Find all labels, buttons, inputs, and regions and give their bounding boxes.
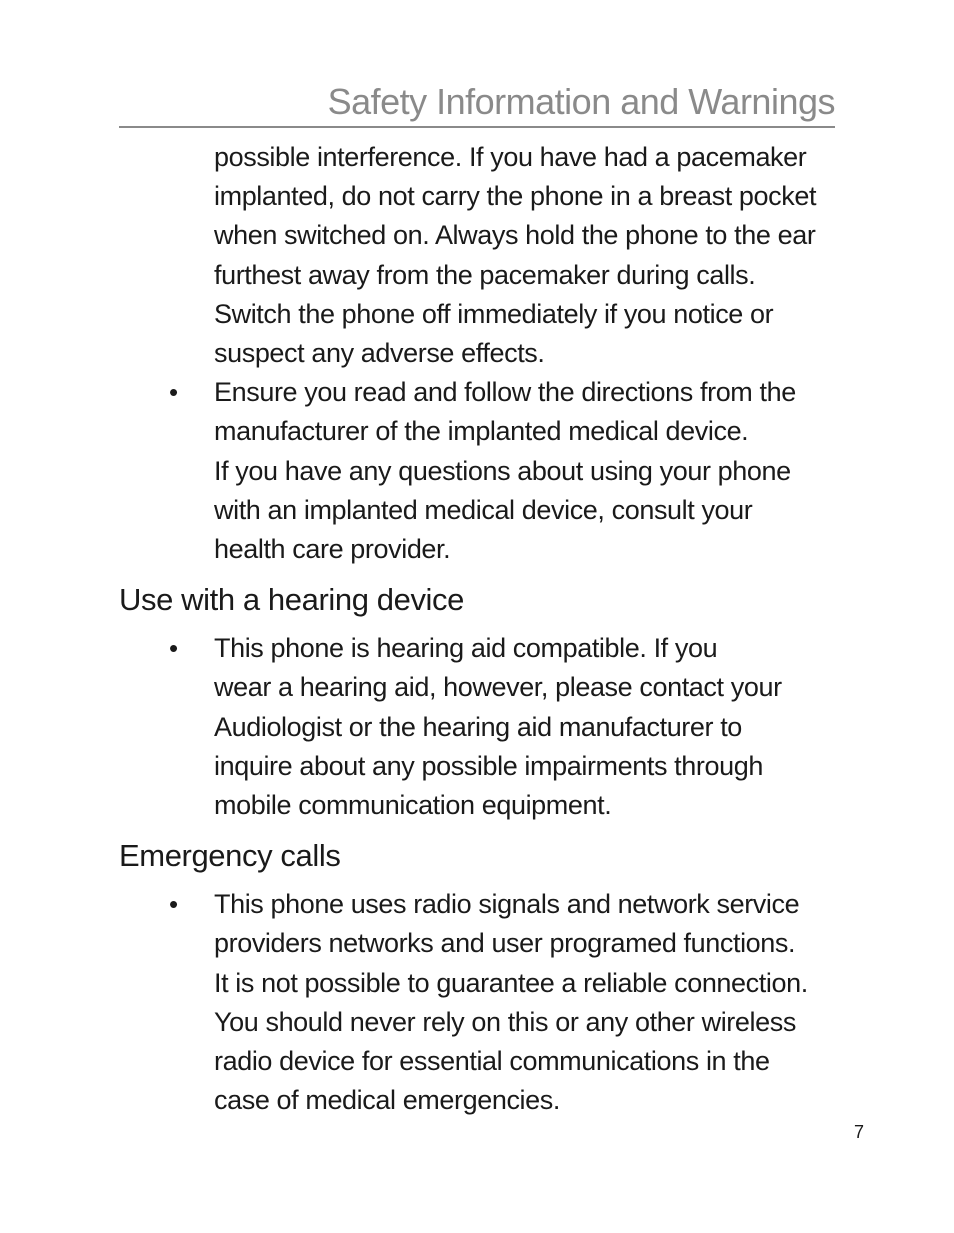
section-heading-emergency-calls: Emergency calls bbox=[119, 838, 341, 874]
page-number: 7 bbox=[853, 1122, 864, 1142]
bullet-text: Ensure you read and follow the directions from the manufacturer of the implanted medical device. If you have any questions about using your phone with an implanted medical device, consult your health care provider. bbox=[214, 377, 796, 565]
bullet-dot: • bbox=[169, 633, 178, 664]
bullet-dot: • bbox=[169, 377, 178, 408]
bullet-emergency bbox=[0, 885, 954, 1120]
bullet-text: This phone is hearing aid compatible. If you wear a hearing aid, however, please contact your Audiologist or the hearing aid manufacturer to inquire about any possible impairments through mobile communication equipment. bbox=[214, 633, 782, 821]
continuation-paragraph: possible interference. If you have had a pacemaker implanted, do not carry the phone in a breast pocket when switched on. Always hold the phone to the ear furthest away from the pacemaker during calls. Switch the phone off immediately if you notice or suspect any adverse effects. bbox=[214, 142, 817, 369]
bullet-text: This phone uses radio signals and network service providers networks and user programed functions. It is not possible to guarantee a reliable connection. You should never rely on this or any other wireless radio device for essential communications in the case of medical emergencies. bbox=[214, 889, 808, 1116]
bullet-implanted-device bbox=[0, 373, 954, 569]
section-heading-hearing-device: Use with a hearing device bbox=[119, 582, 464, 618]
header-divider bbox=[119, 126, 835, 128]
running-header-title: Safety Information and Warnings bbox=[327, 81, 835, 122]
page-body bbox=[0, 138, 954, 1120]
bullet-hearing-aid bbox=[0, 629, 954, 825]
bullet-dot: • bbox=[169, 889, 178, 920]
